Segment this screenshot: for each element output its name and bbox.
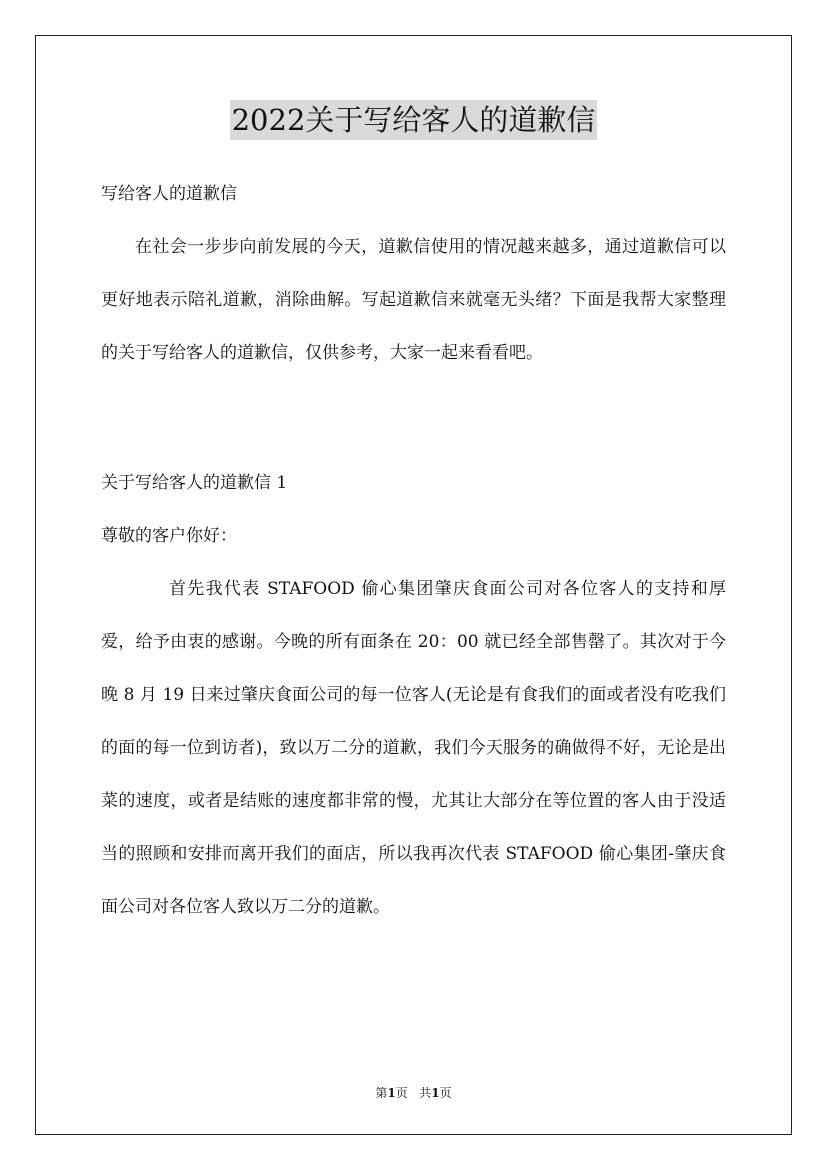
salutation: 尊敬的客户你好： bbox=[101, 526, 237, 546]
letter-body-paragraph: 首先我代表 STAFOOD 偷心集团肇庆食面公司对各位客人的支持和厚爱，给予由衷的感谢。今晚的所有面条在 20：00 就已经全部售罄了。其次对于今晚 8 月 19 日来过肇庆食面公司的每一位客人(无论是有食我们的面或者没有吃我们的面的每一位到访者)，致以万二分的道歉，我们今天服务的确做得不好，无论是出菜的速度，或者是结账的速度都非常的慢，尤其让大部分在等位置的客人由于没适当的照顾和安排而离开我们的面店，所以我再次代表 STAFOOD 偷心集团-肇庆食面公司对各位客人致以万二分的道歉。 bbox=[101, 579, 726, 917]
total-suffix: 页 bbox=[439, 1086, 452, 1100]
spacer bbox=[101, 433, 726, 457]
page-footer bbox=[0, 1083, 827, 1103]
page-suffix: 页 bbox=[395, 1086, 408, 1100]
page-prefix: 第 bbox=[375, 1086, 388, 1100]
intro-paragraph: 在社会一步步向前发展的今天，道歉信使用的情况越来越多，通过道歉信可以更好地表示陪礼道歉，消除曲解。写起道歉信来就毫无头绪？下面是我帮大家整理的关于写给客人的道歉信，仅供参考，大家一起来看看吧。 bbox=[101, 237, 726, 363]
total-prefix: 共 bbox=[419, 1086, 432, 1100]
spacer bbox=[101, 380, 726, 433]
section-heading: 关于写给客人的道歉信 1 bbox=[101, 473, 288, 493]
subtitle: 写给客人的道歉信 bbox=[101, 184, 237, 204]
document-body bbox=[101, 168, 726, 934]
title-container bbox=[0, 100, 827, 140]
total-pages: 1 bbox=[431, 1086, 440, 1100]
page-number: 1 bbox=[387, 1086, 396, 1100]
document-title: 2022关于写给客人的道歉信 bbox=[230, 100, 598, 140]
